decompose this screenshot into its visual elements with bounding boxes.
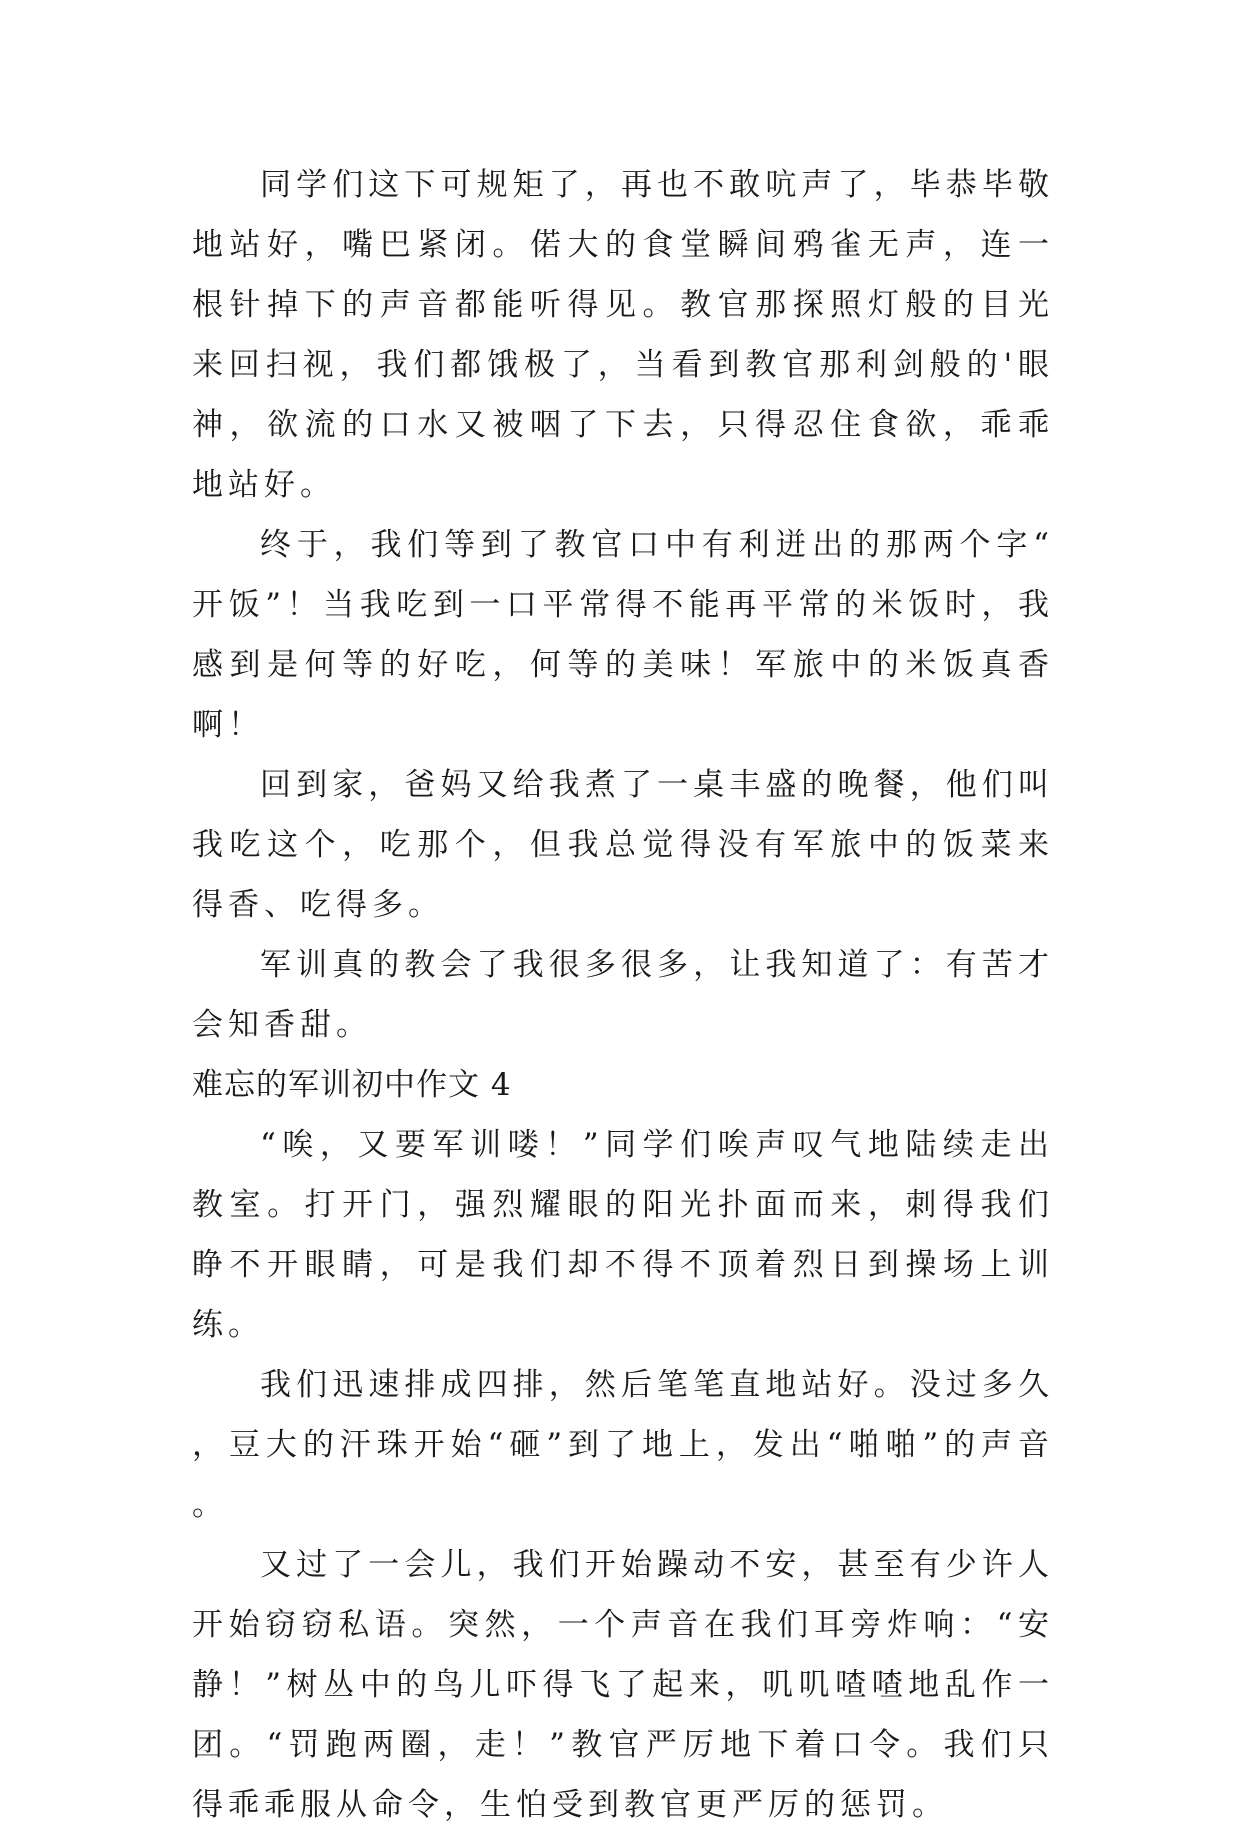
paragraph-2: 终于，我们等到了教官口中有利迸出的那两个字“开饭”！当我吃到一口平常得不能再平常的米饭时，我感到是何等的好吃，何等的美味！军旅中的米饭真香啊！ <box>192 527 1054 743</box>
paragraph-5: “唉，又要军训喽！”同学们唉声叹气地陆续走出教室。打开门，强烈耀眼的阳光扑面而来，刺得我们睁不开眼睛，可是我们却不得不顶着烈日到操场上训练。 <box>192 1127 1054 1343</box>
paragraph-7: 又过了一会儿，我们开始躁动不安，甚至有少许人开始窃窃私语。突然，一个声音在我们耳旁炸响：“安静！”树丛中的鸟儿吓得飞了起来，叽叽喳喳地乱作一团。“罚跑两圈，走！”教官严厉地下着口令。我们只得乖乖服从命令，生怕受到教官更严厉的惩罚。 <box>192 1547 1054 1823</box>
paragraph-1: 同学们这下可规矩了，再也不敢吭声了，毕恭毕敬地站好，嘴巴紧闭。偌大的食堂瞬间鸦雀无声，连一根针掉下的声音都能听得见。教官那探照灯般的目光来回扫视，我们都饿极了，当看到教官那利剑般的'眼神，欲流的口水又被咽了下去，只得忍住食欲，乖乖地站好。 <box>192 167 1054 503</box>
document-body <box>192 155 1054 1835</box>
paragraph-6: 我们迅速排成四排，然后笔笔直地站好。没过多久，豆大的汗珠开始“砸”到了地上，发出“啪啪”的声音。 <box>192 1367 1054 1523</box>
paragraph-4: 军训真的教会了我很多很多，让我知道了：有苦才会知香甜。 <box>192 947 1054 1043</box>
section-heading: 难忘的军训初中作文 4 <box>192 1067 512 1103</box>
paragraph-3: 回到家，爸妈又给我煮了一桌丰盛的晚餐，他们叫我吃这个，吃那个，但我总觉得没有军旅中的饭菜来得香、吃得多。 <box>192 767 1054 923</box>
